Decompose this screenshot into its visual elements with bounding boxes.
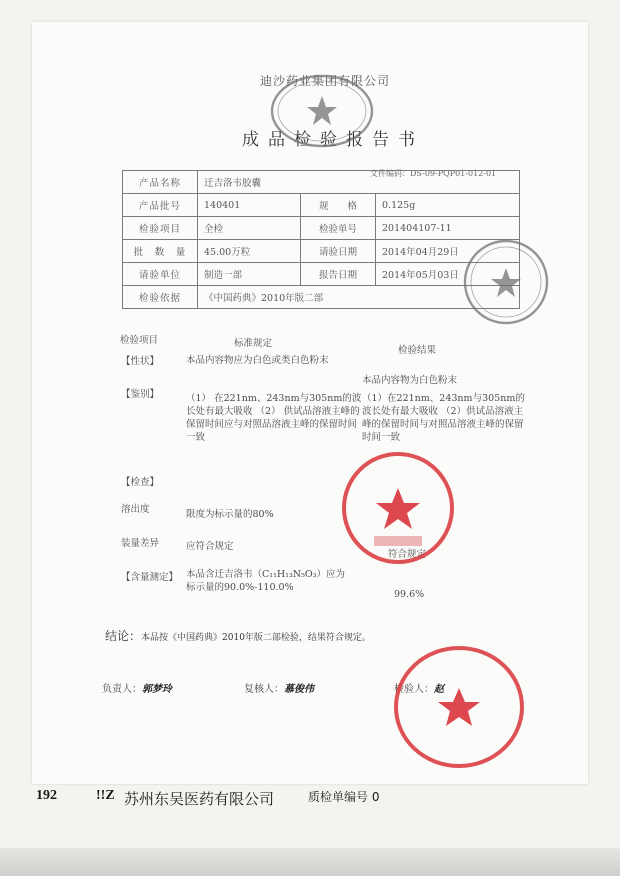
request-date-label: 请验日期	[301, 240, 376, 263]
info-row-unit	[123, 263, 520, 286]
reviewer-label: 复核人：	[244, 684, 284, 695]
footer-code: !!Z	[96, 788, 115, 803]
header-test-item: 检验项目	[120, 335, 159, 346]
label-inspection: 【检查】	[121, 477, 160, 488]
request-unit-label: 请验单位	[123, 263, 198, 286]
report-title: 成品检验报告书	[242, 130, 424, 150]
quality-seal-red	[340, 450, 456, 566]
header-result: 检验结果	[398, 345, 437, 356]
product-info-table	[122, 170, 520, 309]
page-number: 192	[36, 788, 57, 803]
inspector-label: 检验人：	[394, 684, 434, 695]
request-date-value: 2014年04月29日	[376, 240, 520, 263]
scan-edge	[0, 848, 620, 876]
file-number: 文件编码：DS-09-PQP01-012-01	[370, 169, 497, 178]
responsible-name: 郭梦玲	[142, 684, 172, 695]
label-identification: 【鉴别】	[121, 389, 160, 400]
inspection-seal-grey	[462, 238, 550, 326]
reviewer-signature	[244, 680, 314, 695]
test-no-label: 检验单号	[301, 217, 376, 240]
test-no-value: 201404107-11	[376, 217, 520, 240]
spec-label: 规 格	[301, 194, 376, 217]
basis-value: 《中国药典》2010年版二部	[198, 286, 520, 309]
conclusion-text: 本品按《中国药典》2010年版二部检验，结果符合规定。	[141, 633, 371, 643]
label-fill-variation: 装量差异	[121, 538, 160, 549]
info-row-product-name	[123, 171, 520, 194]
info-row-item	[123, 217, 520, 240]
reviewer-name: 慕俊伟	[284, 684, 314, 695]
responsible-label: 负责人：	[102, 684, 142, 695]
inspector-name: 赵	[434, 684, 444, 695]
report-date-value: 2014年05月03日	[376, 263, 520, 286]
test-item-label: 检验项目	[123, 217, 198, 240]
std-assay: 本品含迁吉洛韦（C₁₁H₁₃N₅O₃）应为标示量的90.0%-110.0%	[186, 569, 346, 593]
label-appearance: 【性状】	[121, 356, 160, 367]
info-row-batch	[123, 194, 520, 217]
label-dissolution: 溶出度	[121, 504, 150, 515]
result-assay: 99.6%	[394, 589, 425, 600]
label-assay: 【含量测定】	[121, 572, 179, 583]
result-identification: （1）在221nm、243nm与305nm的波长处有最大吸收 （2）供试品溶液主峰的保留时间与对照品溶液主峰的保留时间一致	[362, 393, 525, 443]
batch-label: 产品批号	[123, 194, 198, 217]
product-name-value: 迁吉洛韦胶囊	[198, 171, 520, 194]
std-identification: （1） 在221nm、243nm与305nm的波长处有最大吸收 （2） 供试品溶液主峰的保留时间应与对照品溶液主峰的保留时间一致	[186, 393, 362, 443]
info-row-quantity	[123, 240, 520, 263]
quantity-label: 批 数 量	[123, 240, 198, 263]
conclusion-label: 结论：	[105, 629, 142, 643]
result-appearance: 本品内容物为白色粉末	[362, 375, 458, 386]
std-appearance: 本品内容物应为白色或类白色粉末	[186, 355, 329, 366]
distributor-seal-red	[392, 644, 526, 770]
info-row-basis	[123, 286, 520, 309]
footer-company: 苏州东吴医药有限公司	[124, 790, 275, 808]
footer-qc-number: 质检单编号 0	[308, 790, 380, 804]
quantity-value: 45.00万粒	[198, 240, 301, 263]
test-item-value: 全检	[198, 217, 301, 240]
batch-value: 140401	[198, 194, 301, 217]
issuing-company: 迪沙药业集团有限公司	[260, 74, 391, 88]
request-unit-value: 制造一部	[198, 263, 301, 286]
report-date-label: 报告日期	[301, 263, 376, 286]
basis-label: 检验依据	[123, 286, 198, 309]
responsible-signature	[102, 680, 172, 695]
report-page	[32, 22, 588, 784]
company-seal-grey	[270, 74, 374, 148]
spec-value: 0.125g	[376, 194, 520, 217]
std-fill-variation: 应符合规定	[186, 541, 234, 552]
conclusion	[105, 627, 371, 644]
header-standard: 标准规定	[234, 338, 273, 349]
result-fill-variation: 符合规定	[388, 549, 427, 560]
std-dissolution: 限度为标示量的80%	[186, 509, 274, 520]
product-name-label: 产品名称	[123, 171, 198, 194]
